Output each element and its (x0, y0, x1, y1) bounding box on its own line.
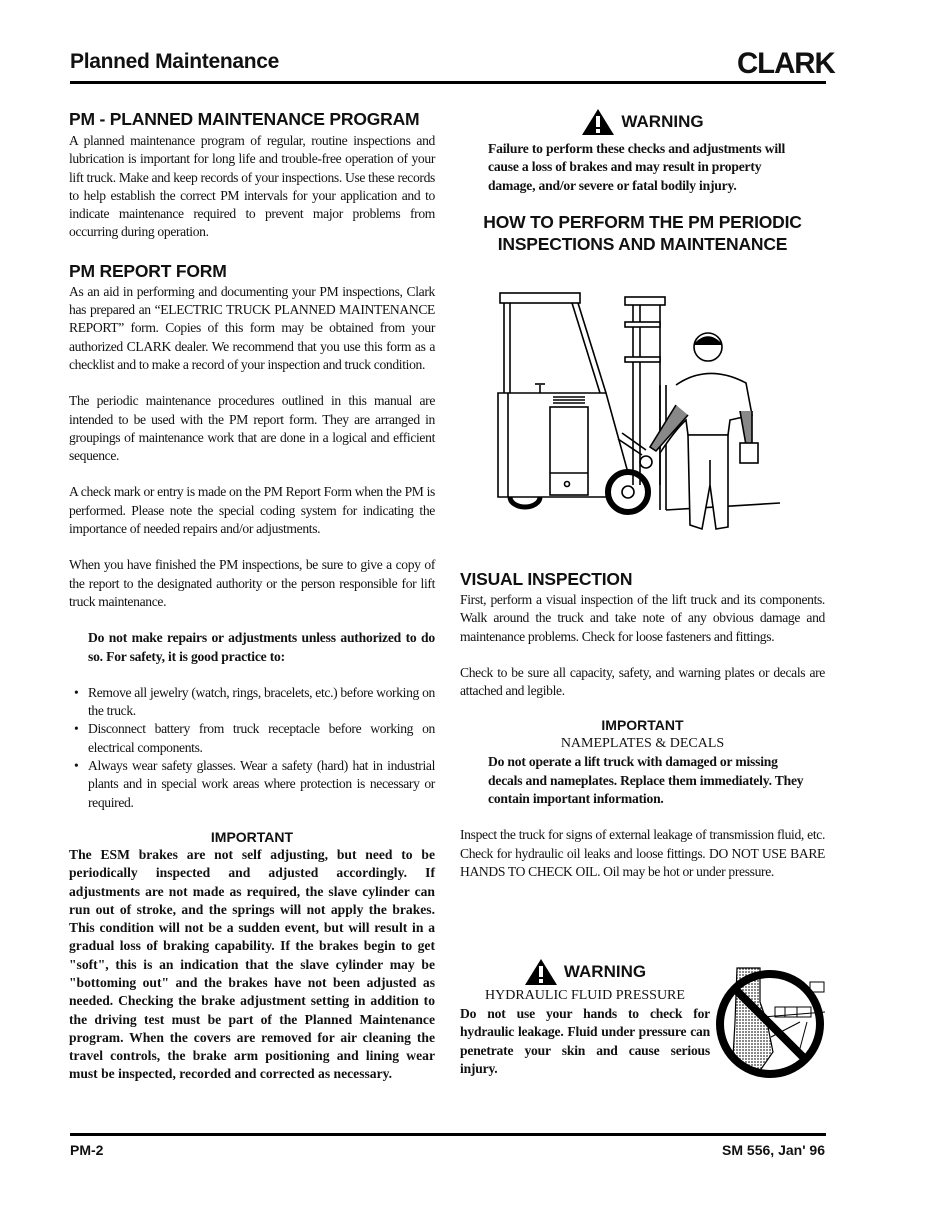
no-hands-prohibition-icon (715, 962, 830, 1087)
safety-bullet: • Always wear safety glasses. Wear a safety (hard) hat in industrial plants and in special work areas where protection is necessary or required. (69, 757, 435, 812)
safety-bullet: • Remove all jewelry (watch, rings, bracelets, etc.) before working on the truck. (69, 684, 435, 721)
document-id: SM 556, Jan' 96 (722, 1142, 825, 1158)
page-header-title: Planned Maintenance (70, 50, 280, 73)
safety-bullet-list (69, 684, 435, 812)
important-body: The ESM brakes are not self adjusting, but need to be periodically inspected and adjusted accordingly. If adjustments are not made as required, the slave cylinder can run out of stroke, and the springs will not apply the brakes. This condition will not be a sudden event, but will result in a gradual loss of braking capability. If the brakes begin to get "soft", this is an indication that the slave cylinder may be "bottoming out" and the brakes have not been adjusted as needed. Checking the brake adjustment setting in addition to the driving test must be part of the Planned Maintenance program. When the covers are removed for air cleaning the travel controls, the brake arm positioning and lining wear must be inspected, recorded and corrected as necessary. (69, 846, 435, 1082)
hydraulic-warning-body: Do not use your hands to check for hydraulic leakage. Fluid under pressure can penetrate your skin and cause serious injury. (460, 1006, 710, 1076)
leakage-body: Inspect the truck for signs of external leakage of transmission fluid, etc. Check for hydraulic oil leaks and loose fittings. DO NOT USE BARE HANDS TO CHECK OIL. Oil may be hot or under pressure. (460, 827, 825, 879)
hydraulic-subheading: HYDRAULIC FLUID PRESSURE (485, 988, 685, 1003)
warning-label: WARNING (563, 962, 647, 981)
visual-inspection-heading: VISUAL INSPECTION (460, 569, 633, 589)
nameplates-body: Do not operate a lift truck with damaged or missing decals and nameplates. Replace them immediately. They contain important information. (488, 754, 804, 807)
how-to-heading (460, 211, 825, 255)
visual-inspection-section (460, 568, 825, 881)
hydraulic-warning-banner (460, 958, 710, 986)
report-form-p3: A check mark or entry is made on the PM Report Form when the PM is performed. Please note the special coding system for indicating the importance of needed repairs and/or adjustments. (69, 484, 435, 537)
pm-program-body: A planned maintenance program of regular, routine inspections and lubrication is important for long life and trouble-free operation of your lift truck. Make and keep records of your inspections. Use these records to help establish the correct PM intervals for your application and to indicate maintenance required to prevent major problems from occurring during operation. (69, 133, 435, 240)
important-heading: IMPORTANT (210, 828, 294, 845)
right-column (460, 108, 825, 255)
warning-triangle-icon (524, 958, 558, 986)
warning-banner (460, 108, 825, 136)
safety-bullet: • Disconnect battery from truck receptacle before working on electrical components. (69, 720, 435, 757)
clark-logo: CLARK (737, 47, 835, 80)
page-number: PM-2 (70, 1142, 104, 1158)
important-nameplates-heading: IMPORTANT (601, 717, 684, 734)
forklift-inspection-illustration (490, 285, 780, 535)
how-to-heading-line1: HOW TO PERFORM THE PM PERIODIC (483, 211, 802, 232)
footer-rule (70, 1133, 826, 1136)
report-form-p4: When you have finished the PM inspections, be sure to give a copy of the report to the designated authority or the person responsible for lift truck maintenance. (69, 557, 435, 609)
hydraulic-warning (460, 958, 710, 1078)
how-to-heading-line2: INSPECTIONS AND MAINTENANCE (497, 233, 788, 254)
safety-intro: Do not make repairs or adjustments unless authorized to do so. For safety, it is good practice to: (88, 630, 435, 664)
pm-program-heading: PM - PLANNED MAINTENANCE PROGRAM (69, 109, 420, 129)
report-form-p1: As an aid in performing and documenting your PM inspections, Clark has prepared an “ELECTRIC TRUCK PLANNED MAINTENANCE REPORT” form. Copies of this form may be obtained from your authorized CLARK dealer. We recommend that you use this form as a checklist and to make a record of your inspection and truck condition. (69, 283, 435, 372)
visual-inspection-p2: Check to be sure all capacity, safety, and warning plates or decals are attached and legible. (460, 664, 825, 699)
nameplates-subheading: NAMEPLATES & DECALS (560, 736, 725, 752)
visual-inspection-p1: First, perform a visual inspection of the lift truck and its components. Walk around the truck and take note of any obvious damage and maintenance problems. Check for loose fasteners and fittings. (460, 592, 825, 644)
warning-brakes-body: Failure to perform these checks and adjustments will cause a loss of brakes and may result in property damage, and/or severe or fatal bodily injury. (488, 141, 786, 193)
report-form-heading: PM REPORT FORM (69, 260, 227, 281)
report-form-p2: The periodic maintenance procedures outlined in this manual are intended to be used with the PM report form. They are arranged in groupings of maintenance work that are done in a logical and efficient sequence. (69, 393, 435, 464)
warning-label: WARNING (621, 112, 704, 131)
warning-triangle-icon (581, 108, 615, 136)
header-rule (70, 81, 826, 84)
left-column (69, 108, 435, 1084)
